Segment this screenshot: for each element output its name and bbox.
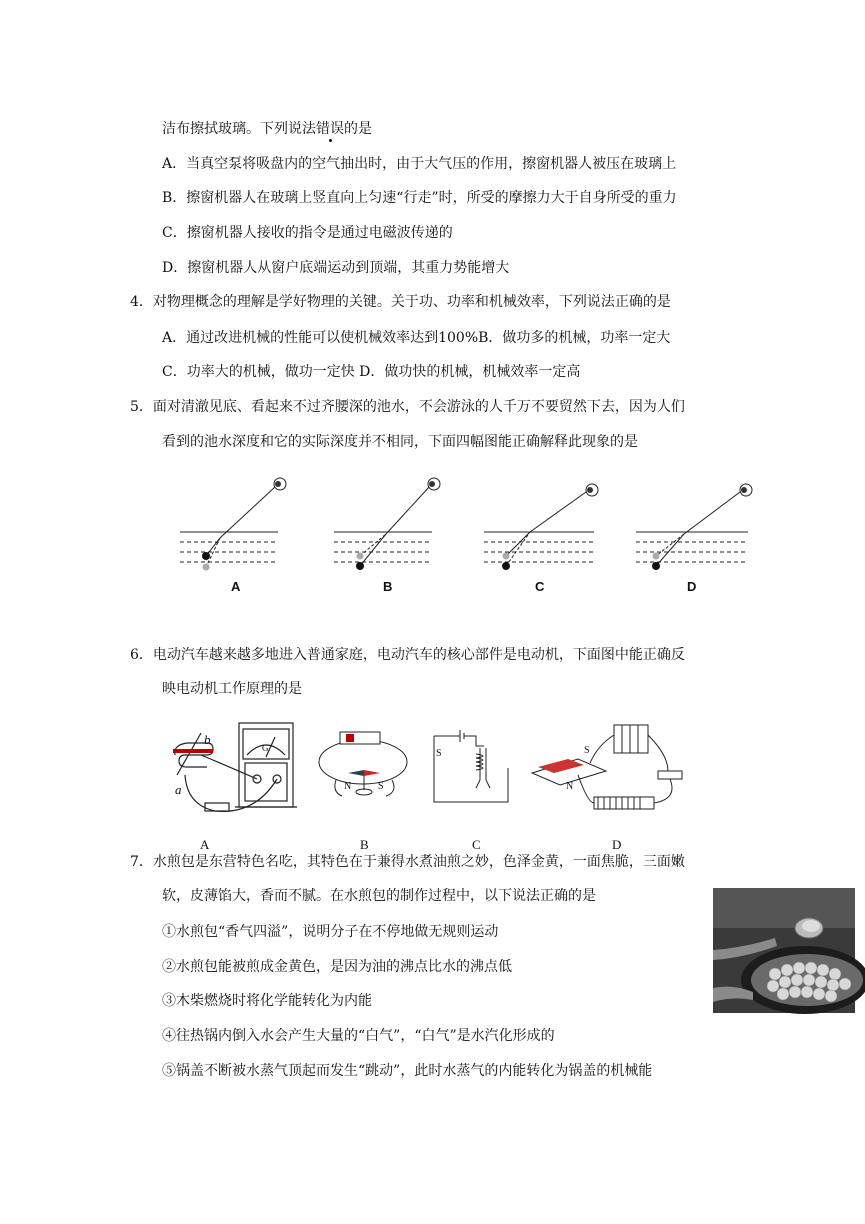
q6-figure-a[interactable] xyxy=(165,715,300,820)
q5-stem-line-2: 看到的池水深度和它的实际深度并不相同，下面四幅图能正确解释此现象的是 xyxy=(162,434,638,450)
q7-photo-fried-buns xyxy=(713,888,855,1013)
q5-stem-line-1: 5．面对清澈见底、看起来不过齐腰深的池水，不会游泳的人千万不要贸然下去，因为人们 xyxy=(130,399,685,415)
q7-statement-4[interactable]: ④往热锅内倒入水会产生大量的“白气”，“白气”是水汽化形成的 xyxy=(162,1028,555,1044)
q5-figure-c[interactable] xyxy=(484,472,584,572)
q7-stem-line-1: 7．水煎包是东营特色名吃，其特色在于兼得水煮油煎之妙，色泽金黄，一面焦脆，三面嫩 xyxy=(130,854,685,870)
q3-stem-text-end: 的是 xyxy=(344,121,372,137)
q6-figure-c[interactable] xyxy=(432,720,512,810)
q6-stem-line-2: 映电动机工作原理的是 xyxy=(162,681,302,697)
q3-option-a[interactable]: A．当真空泵将吸盘内的空气抽出时，由于大气压的作用，擦窗机器人被压在玻璃上 xyxy=(162,156,677,172)
q4-stem: 4．对物理概念的理解是学好物理的关键。关于功、功率和机械效率，下列说法正确的是 xyxy=(130,294,671,310)
q6-figure-b[interactable] xyxy=(318,722,413,812)
q6-figure-d-label-n: N xyxy=(566,781,574,792)
q6-figure-b-label-n: N xyxy=(344,781,352,792)
q6-label-a: A xyxy=(200,837,210,852)
q3-stem-text: 洁布擦拭玻璃。下列说法 xyxy=(162,121,316,137)
q5-figure-d[interactable] xyxy=(636,472,736,572)
emphasis-word: 错误 xyxy=(316,121,344,137)
q3-stem-continuation xyxy=(162,119,372,139)
q4-options-line-1[interactable]: A．通过改进机械的性能可以使机械效率达到100%B．做功多的机械，功率一定大 xyxy=(162,330,671,346)
q7-stem-line-2: 软，皮薄馅大，香而不腻。在水煎包的制作过程中，以下说法正确的是 xyxy=(162,888,596,904)
q3-option-b[interactable]: B．擦窗机器人在玻璃上竖直向上匀速“行走”时，所受的摩擦力大于自身所受的重力 xyxy=(162,190,677,206)
q5-figure-a[interactable] xyxy=(180,472,280,572)
q6-figure-d-label-s: S xyxy=(584,745,590,756)
q5-label-d: D xyxy=(687,579,697,594)
q7-statement-3[interactable]: ③木柴燃烧时将化学能转化为内能 xyxy=(162,993,372,1009)
q6-figure-d[interactable] xyxy=(528,715,688,820)
q6-figure-b-label-s: S xyxy=(378,781,384,792)
q6-figure-a-label-a: a xyxy=(175,782,182,797)
q6-figure-a-label-b: b xyxy=(204,732,211,747)
q7-statement-5[interactable]: ⑤锅盖不断被水蒸气顶起而发生“跳动”，此时水蒸气的内能转化为锅盖的机械能 xyxy=(162,1063,653,1079)
q3-option-c[interactable]: C．擦窗机器人接收的指令是通过电磁波传递的 xyxy=(162,225,453,241)
q6-label-c: C xyxy=(472,837,481,852)
q4-options-line-2[interactable]: C．功率大的机械，做功一定快 D．做功快的机械，机械效率一定高 xyxy=(162,364,581,380)
q6-figure-c-label-s: S xyxy=(436,748,442,759)
q5-figure-b[interactable] xyxy=(334,472,434,572)
q6-label-b: B xyxy=(360,837,369,852)
q6-figure-a-label-g: G xyxy=(262,743,269,753)
q6-label-d: D xyxy=(612,837,622,852)
q7-statement-2[interactable]: ②水煎包能被煎成金黄色，是因为油的沸点比水的沸点低 xyxy=(162,959,512,975)
q5-label-a: A xyxy=(231,579,241,594)
q5-label-c: C xyxy=(535,579,545,594)
q6-stem-line-1: 6．电动汽车越来越多地进入普通家庭，电动汽车的核心部件是电动机，下面图中能正确反 xyxy=(130,647,685,663)
q5-label-b: B xyxy=(383,579,393,594)
q7-statement-1[interactable]: ①水煎包“香气四溢”，说明分子在不停地做无规则运动 xyxy=(162,924,499,940)
q3-option-d[interactable]: D．擦窗机器人从窗户底端运动到顶端，其重力势能增大 xyxy=(162,260,510,276)
